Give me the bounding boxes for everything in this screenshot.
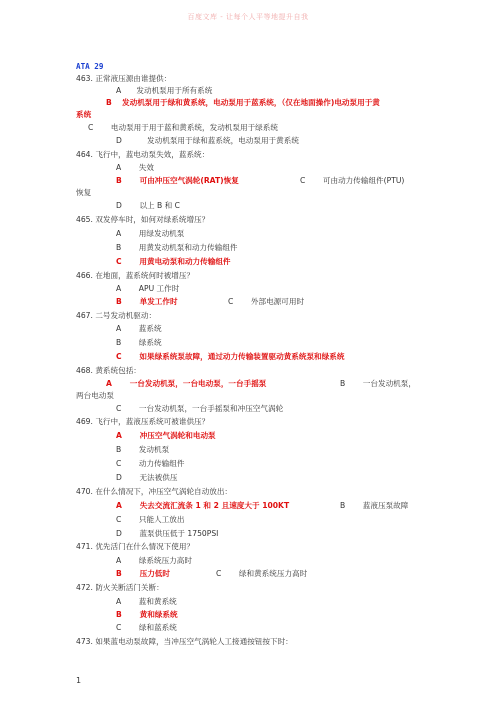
option-469-b: B 发动机泵	[116, 445, 170, 454]
question-473: 473. 如果蓝电动泵故障，当冲压空气涡轮人工接通按钮按下时：	[76, 637, 293, 646]
option-466-a: A APU 工作时	[116, 284, 180, 293]
question-465: 465. 双发停车时，如何对绿系统增压？	[76, 215, 210, 224]
option-465-b: B 用黄发动机泵和动力传输组件	[116, 243, 238, 252]
option-467-a: A 蓝系统	[116, 324, 162, 333]
option-464-b-answer: B 可由冲压空气涡轮(RAT)恢复	[116, 176, 239, 185]
option-466-c: C 外部电源可用时	[228, 297, 305, 306]
option-468-b-cont: 两台电动泵	[76, 391, 114, 400]
option-471-a: A 绿系统压力高时	[116, 556, 192, 565]
question-463: 463. 正常液压源由谁提供：	[76, 74, 172, 83]
option-467-c-answer: C 如果绿系统泵故障，通过动力传输装置驱动黄系统泵和绿系统	[116, 352, 345, 361]
option-463-b-answer: B 发动机泵用于绿和黄系统，电动泵用于蓝系统，（仅在地面操作)电动泵用于黄	[106, 98, 380, 107]
option-467-b: B 绿系统	[116, 338, 162, 347]
option-464-c-cont: 恢复	[76, 188, 92, 197]
question-464: 464. 飞行中，蓝电动泵失效，蓝系统：	[76, 150, 210, 159]
option-470-a-answer: A 失去交流汇流条 1 和 2 且速度大于 100KT	[116, 501, 290, 510]
option-463-c: C 电动泵用于用于蓝和黄系统，发动机泵用于绿系统	[88, 123, 278, 132]
question-466: 466. 在地面，蓝系统何时被增压？	[76, 271, 195, 280]
option-469-d: D 无法被供压	[116, 473, 178, 482]
option-470-c: C 只能人工放出	[116, 515, 185, 524]
question-468: 468. 黄系统包括：	[76, 366, 141, 375]
page-number: 1	[76, 676, 82, 685]
question-472: 472. 防火关断活门关断：	[76, 583, 164, 592]
option-472-c: C 绿和蓝系统	[116, 623, 177, 632]
option-468-b: B 一台发动机泵，	[340, 379, 416, 388]
option-470-b: B 蓝液压泵故障	[340, 501, 409, 510]
option-469-c: C 动力传输组件	[116, 459, 185, 468]
option-464-a: A 失效	[116, 163, 154, 172]
option-464-c: C 可由动力传输组件(PTU)	[300, 176, 405, 185]
option-470-d: D 蓝泵供压低于 1750PSI	[116, 529, 219, 538]
option-463-b-answer-cont: 系统	[76, 110, 92, 119]
question-470: 470. 在什么情况下，冲压空气涡轮自动放出：	[76, 487, 233, 496]
option-464-d: D 以上 B 和 C	[116, 201, 180, 210]
question-467: 467. 二号发动机驱动：	[76, 311, 157, 320]
option-468-a-answer: A 一台发动机泵，一台电动泵，一台手摇泵	[106, 379, 267, 388]
question-471: 471. 优先活门在什么情况下使用？	[76, 542, 195, 551]
question-469: 469. 飞行中，蓝液压系统可被谁供压？	[76, 417, 210, 426]
section-header: ATA 29	[76, 62, 104, 71]
option-465-c-answer: C 用黄电动泵和动力传输组件	[116, 257, 231, 266]
option-463-a: A 发动机泵用于所有系统	[116, 86, 213, 95]
watermark: 百度文库 - 让每个人平等地提升自我	[187, 13, 309, 21]
option-471-b-answer: B 压力低时	[116, 569, 170, 578]
option-468-c: C 一台发动机泵，一台手摇泵和冲压空气涡轮	[116, 404, 284, 413]
option-466-b-answer: B 单发工作时	[116, 297, 178, 306]
option-472-a: A 蓝和黄系统	[116, 597, 177, 606]
option-463-d: D 发动机泵用于绿和蓝系统，电动泵用于黄系统	[116, 136, 299, 145]
option-471-c: C 绿和黄系统压力高时	[216, 569, 308, 578]
option-472-b-answer: B 黄和绿系统	[116, 610, 178, 619]
option-465-a: A 用绿发动机泵	[116, 229, 185, 238]
option-469-a-answer: A 冲压空气涡轮和电动泵	[116, 431, 216, 440]
